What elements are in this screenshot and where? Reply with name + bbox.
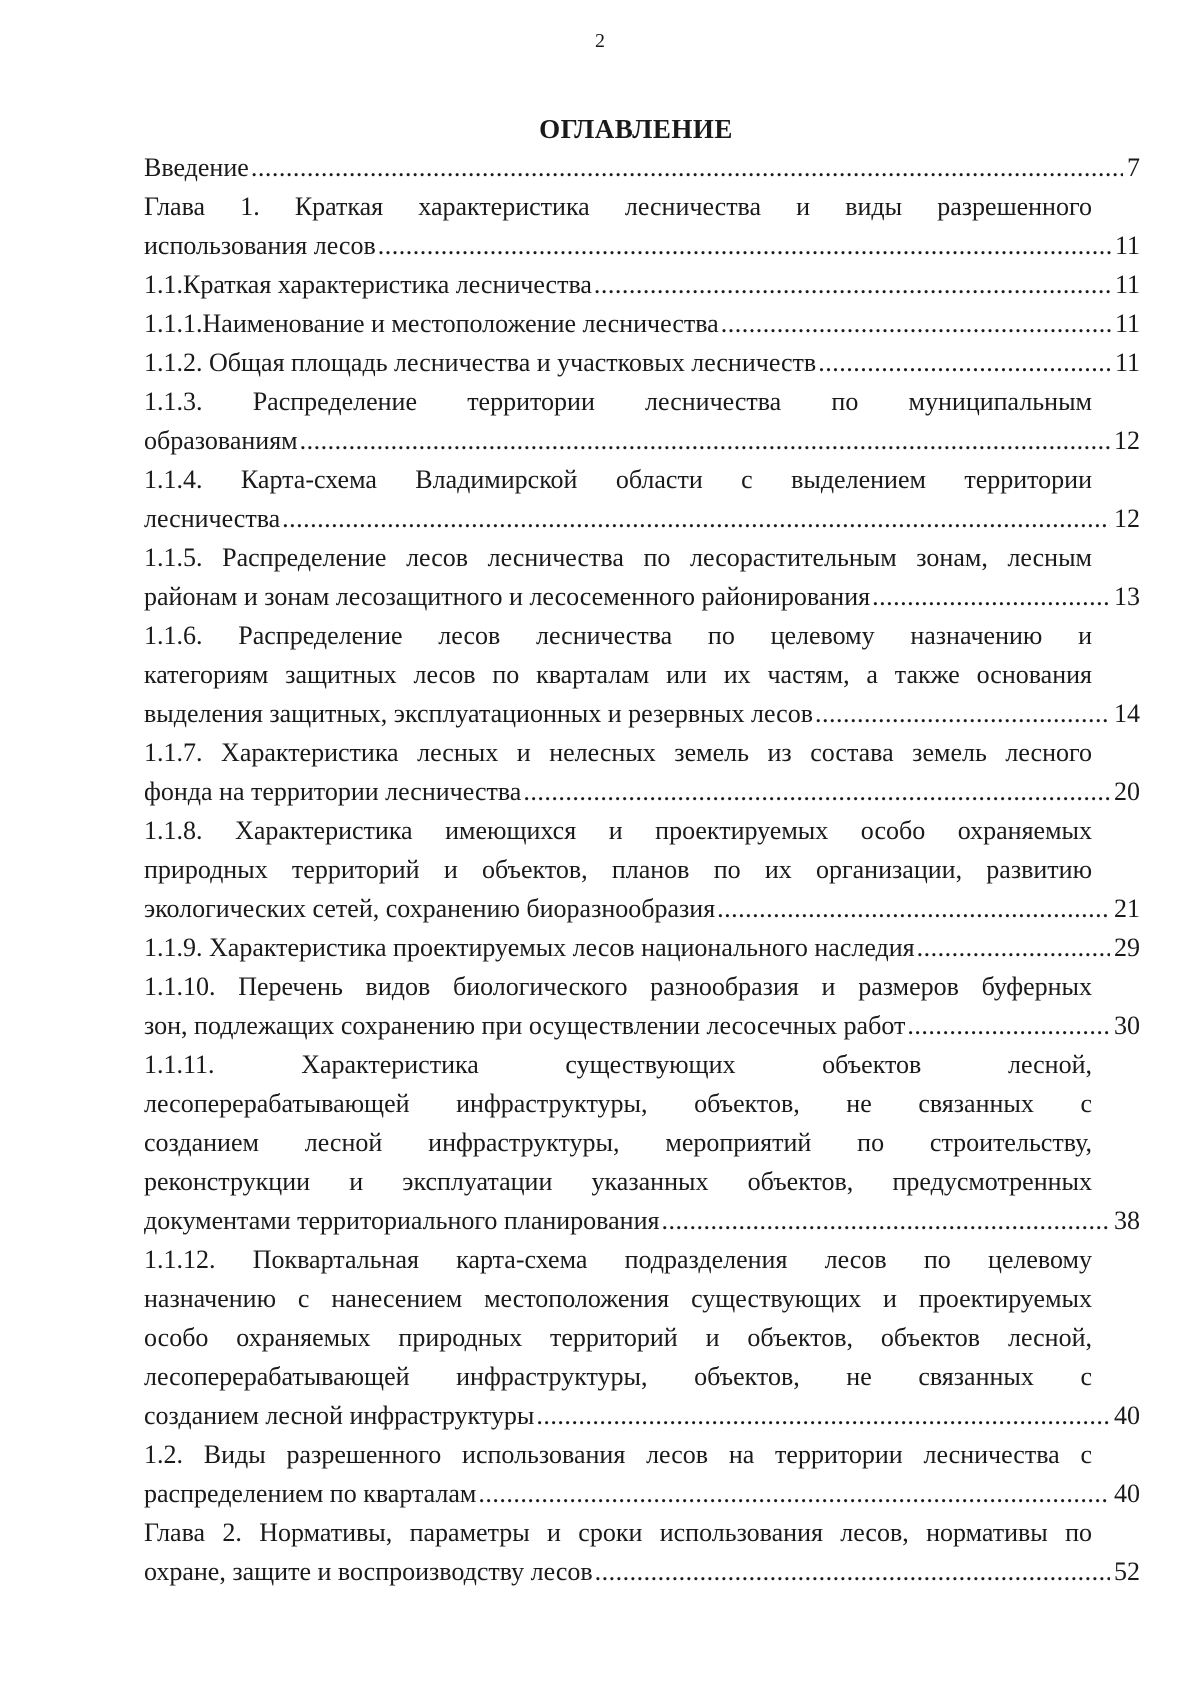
toc-entry-page-number: 40 (1114, 1401, 1140, 1430)
toc-entry-page-number: 52 (1114, 1557, 1140, 1586)
toc-entry-line: категориям защитных лесов по кварталам или их частям, а также основания (144, 660, 1092, 689)
toc-entry-title: образованиям (144, 426, 298, 455)
dot-leader (300, 421, 1110, 460)
toc-entry-last-line (144, 1201, 1140, 1240)
toc-entry-page-number: 11 (1114, 231, 1140, 260)
toc-entry-title: лесничества (144, 504, 281, 533)
toc-entry-last-line (144, 1474, 1140, 1513)
toc-entry-line: 1.1.12. Поквартальная карта-схема подразделения лесов по целевому (144, 1245, 1092, 1274)
toc-entry-last-line (144, 577, 1140, 616)
toc-entry-last-line (144, 1006, 1140, 1045)
toc-entry-title: выделения защитных, эксплуатационных и резервных лесов (144, 699, 813, 728)
toc-entry-title: 1.1.2. Общая площадь лесничества и участковых лесничеств (144, 348, 817, 377)
toc-entry-line: созданием лесной инфраструктуры, мероприятий по строительству, (144, 1128, 1092, 1157)
page-number: 2 (595, 30, 605, 52)
toc-entry-line: 1.1.4. Карта-схема Владимирской области с выделением территории (144, 465, 1092, 494)
dot-leader (872, 577, 1110, 616)
dot-leader (721, 304, 1111, 343)
dot-leader (815, 694, 1110, 733)
dot-leader (478, 1474, 1110, 1513)
toc-entry-page-number: 14 (1114, 699, 1140, 728)
toc-entry-page-number: 40 (1114, 1479, 1140, 1508)
toc-entry[interactable] (144, 928, 1140, 967)
toc-entry-title: районам и зонам лесозащитного и лесосеменного районирования (144, 582, 871, 611)
toc-entry-title: 1.1.Краткая характеристика лесничества (144, 270, 592, 299)
toc-entry-title: документами территориального планирования (144, 1206, 660, 1235)
toc-entry-title: использования лесов (144, 231, 376, 260)
toc-entry-line: 1.1.3. Распределение территории лесничества по муниципальным (144, 387, 1092, 416)
toc-entry-last-line (144, 694, 1140, 733)
toc-entry-page-number: 11 (1114, 309, 1140, 338)
toc-entry[interactable] (144, 265, 1140, 304)
toc-entry[interactable] (144, 967, 1140, 1045)
toc-entry-line: лесоперерабатывающей инфраструктуры, объектов, не связанных с (144, 1362, 1092, 1391)
toc-entry-line: реконструкции и эксплуатации указанных объектов, предусмотренных (144, 1167, 1092, 1196)
toc-entry-page-number: 21 (1114, 894, 1140, 923)
toc-entry-line: Глава 1. Краткая характеристика лесничества и виды разрешенного (144, 192, 1092, 221)
toc-entry-title: 1.1.9. Характеристика проектируемых лесов национального наследия (144, 933, 915, 962)
toc-entry-last-line (144, 1552, 1140, 1591)
toc-entry-page-number: 11 (1114, 270, 1140, 299)
toc-entry-last-line (144, 889, 1140, 928)
toc-entry-title: экологических сетей, сохранению биоразнообразия (144, 894, 716, 923)
toc-entry-last-line (144, 226, 1140, 265)
toc-entry-page-number: 30 (1114, 1011, 1140, 1040)
toc-entry[interactable] (144, 343, 1140, 382)
toc-entry-page-number: 12 (1114, 426, 1140, 455)
toc-entry-title: охране, защите и воспроизводству лесов (144, 1557, 593, 1586)
toc-entry-line: 1.1.6. Распределение лесов лесничества по целевому назначению и (144, 621, 1092, 650)
toc-entry[interactable] (144, 1513, 1140, 1591)
toc-entry[interactable] (144, 811, 1140, 928)
dot-leader (594, 265, 1111, 304)
toc-entry[interactable] (144, 382, 1140, 460)
toc-entry-line: природных территорий и объектов, планов по их организации, развитию (144, 855, 1092, 884)
toc-entry[interactable] (144, 733, 1140, 811)
dot-leader (661, 1201, 1110, 1240)
toc-entry-page-number: 38 (1114, 1206, 1140, 1235)
toc-entry-title: Введение (144, 153, 249, 182)
toc-entry-line: лесоперерабатывающей инфраструктуры, объектов, не связанных с (144, 1089, 1092, 1118)
toc-entry[interactable] (144, 1045, 1140, 1240)
dot-leader (251, 148, 1123, 187)
toc-entry[interactable] (144, 460, 1140, 538)
toc-entry[interactable] (144, 616, 1140, 733)
dot-leader (523, 772, 1110, 811)
toc-entry-last-line (144, 265, 1140, 304)
toc-entry-last-line (144, 1396, 1140, 1435)
dot-leader (907, 1006, 1110, 1045)
toc-entry-last-line (144, 343, 1140, 382)
dot-leader (917, 928, 1110, 967)
toc-entry-title: фонда на территории лесничества (144, 777, 522, 806)
dot-leader (717, 889, 1110, 928)
toc-entry-line: 1.1.10. Перечень видов биологического разнообразия и размеров буферных (144, 972, 1092, 1001)
toc-entry-title: созданием лесной инфраструктуры (144, 1401, 535, 1430)
toc-entry-page-number: 7 (1127, 153, 1140, 182)
toc-entry-page-number: 29 (1114, 933, 1140, 962)
toc-entry-last-line (144, 499, 1140, 538)
toc-entry-page-number: 20 (1114, 777, 1140, 806)
page-title: ОГЛАВЛЕНИЕ (539, 114, 733, 144)
toc-entry-title: зон, подлежащих сохранению при осуществлении лесосечных работ (144, 1011, 906, 1040)
toc-entry-line: 1.1.11. Характеристика существующих объектов лесной, (144, 1050, 1092, 1079)
toc-entry-title: 1.1.1.Наименование и местоположение лесничества (144, 309, 719, 338)
dot-leader (595, 1552, 1110, 1591)
toc-entry-line: Глава 2. Нормативы, параметры и сроки использования лесов, нормативы по (144, 1518, 1092, 1547)
toc-entry-last-line (144, 148, 1140, 187)
toc-entry-last-line (144, 772, 1140, 811)
dot-leader (378, 226, 1111, 265)
toc-entry-line: 1.1.8. Характеристика имеющихся и проектируемых особо охраняемых (144, 816, 1092, 845)
toc-entry-title: распределением по кварталам (144, 1479, 477, 1508)
table-of-contents (144, 148, 1140, 1591)
toc-entry[interactable] (144, 148, 1140, 187)
toc-entry-page-number: 13 (1114, 582, 1140, 611)
toc-entry-line: особо охраняемых природных территорий и объектов, объектов лесной, (144, 1323, 1092, 1352)
toc-entry-line: 1.1.5. Распределение лесов лесничества по лесорастительным зонам, лесным (144, 543, 1092, 572)
toc-entry-line: 1.2. Виды разрешенного использования лесов на территории лесничества с (144, 1440, 1092, 1469)
toc-entry-line: 1.1.7. Характеристика лесных и нелесных земель из состава земель лесного (144, 738, 1092, 767)
toc-entry-page-number: 12 (1114, 504, 1140, 533)
toc-entry[interactable] (144, 1435, 1140, 1513)
toc-entry[interactable] (144, 538, 1140, 616)
toc-entry-last-line (144, 928, 1140, 967)
dot-leader (818, 343, 1111, 382)
toc-entry-last-line (144, 304, 1140, 343)
toc-entry[interactable] (144, 304, 1140, 343)
dot-leader (282, 499, 1110, 538)
toc-entry[interactable] (144, 187, 1140, 265)
dot-leader (536, 1396, 1110, 1435)
toc-entry-last-line (144, 421, 1140, 460)
toc-entry-line: назначению с нанесением местоположения существующих и проектируемых (144, 1284, 1092, 1313)
toc-entry[interactable] (144, 1240, 1140, 1435)
toc-entry-page-number: 11 (1114, 348, 1140, 377)
